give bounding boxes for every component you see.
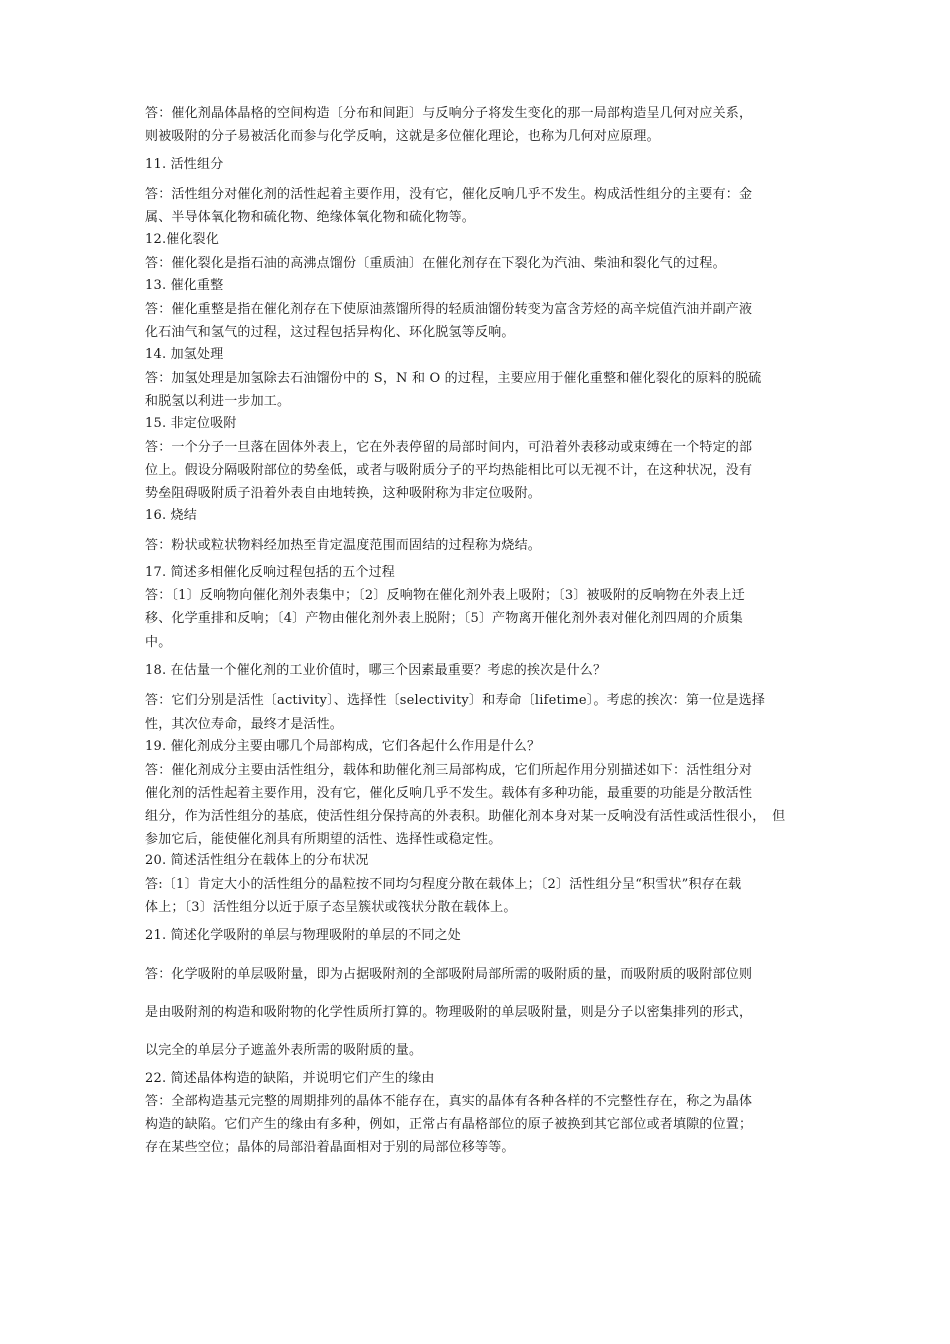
answer-22-line-3: 存在某些空位；晶体的局部沿着晶面相对于别的局部位移等等。 bbox=[145, 1140, 515, 1155]
answer-18-line-2: 性，其次位寿命，最终才是活性。 bbox=[145, 717, 344, 732]
question-18-heading: 18. 在估量一个催化剂的工业价值时，哪三个因素最重要？考虑的挨次是什么？ bbox=[145, 663, 607, 678]
answer-11-line-1: 答：活性组分对催化剂的活性起着主要作用，没有它，催化反响几乎不发生。构成活性组分的主要有：金 bbox=[145, 187, 753, 202]
answer-11-line-2: 属、半导体氧化物和硫化物、绝缘体氧化物和硫化物等。 bbox=[145, 210, 476, 225]
question-14-heading: 14. 加氢处理 bbox=[145, 347, 224, 362]
question-19-heading: 19. 催化剂成分主要由哪几个局部构成，它们各起什么作用是什么？ bbox=[145, 739, 541, 754]
answer-17-line-1: 答：〔1〕反响物向催化剂外表集中；〔2〕反响物在催化剂外表上吸附；〔3〕被吸附的反响物在外表上迁 bbox=[145, 588, 745, 603]
answer-19-line-1: 答：催化剂成分主要由活性组分，载体和助催化剂三局部构成，它们所起作用分别描述如下：活性组分对 bbox=[145, 763, 753, 778]
answer-22-line-2: 构造的缺陷。它们产生的缘由有多种，例如，正常占有晶格部位的原子被换到其它部位或者填隙的位置； bbox=[145, 1117, 753, 1132]
question-15-heading: 15. 非定位吸附 bbox=[145, 416, 237, 431]
answer-15-line-3: 势垒阻碍吸附质子沿着外表自由地转换，这种吸附称为非定位吸附。 bbox=[145, 486, 542, 501]
answer-12-line-1: 答：催化裂化是指石油的高沸点馏份〔重质油〕在催化剂存在下裂化为汽油、柴油和裂化气的过程。 bbox=[145, 256, 726, 271]
question-22-heading: 22. 简述晶体构造的缺陷，并说明它们产生的缘由 bbox=[145, 1071, 435, 1086]
question-11-heading: 11. 活性组分 bbox=[145, 157, 224, 172]
answer-13-line-1: 答：催化重整是指在催化剂存在下使原油蒸馏所得的轻质油馏份转变为富含芳烃的高辛烷值汽油并副产液 bbox=[145, 302, 753, 317]
answer-17-line-2: 移、化学重排和反响；〔4〕产物由催化剂外表上脱附；〔5〕产物离开催化剂外表对催化剂四周的介质集 bbox=[145, 611, 743, 626]
answer-19-line-2: 催化剂的活性起着主要作用，没有它，催化反响几乎不发生。载体有多种功能，最重要的功能是分散活性 bbox=[145, 786, 753, 801]
answer-13-line-2: 化石油气和氢气的过程，这过程包括异构化、环化脱氢等反响。 bbox=[145, 325, 515, 340]
answer-19-line-4: 参加它后，能使催化剂具有所期望的活性、选择性或稳定性。 bbox=[145, 832, 502, 847]
answer-20-line-1: 答:〔1〕肯定大小的活性组分的晶粒按不同均匀程度分散在载体上；〔2〕活性组分呈“积雪状”积存在载 bbox=[145, 877, 742, 892]
answer-10-line-2: 则被吸附的分子易被活化而参与化学反响，这就是多位催化理论，也称为几何对应原理。 bbox=[145, 129, 660, 144]
answer-15-line-1: 答：一个分子一旦落在固体外表上，它在外表停留的局部时间内，可沿着外表移动或束缚在一个特定的部 bbox=[145, 440, 753, 455]
question-12-heading: 12.催化裂化 bbox=[145, 232, 220, 247]
answer-14-line-2: 和脱氢以利进一步加工。 bbox=[145, 394, 291, 409]
question-21-heading: 21. 简述化学吸附的单层与物理吸附的单层的不同之处 bbox=[145, 928, 462, 943]
answer-14-line-1: 答：加氢处理是加氢除去石油馏份中的 S，N 和 O 的过程，主要应用于催化重整和催化裂化的原料的脱硫 bbox=[145, 371, 762, 386]
answer-21-line-2: 是由吸附剂的构造和吸附物的化学性质所打算的。物理吸附的单层吸附量，则是分子以密集排列的形式， bbox=[145, 1005, 753, 1020]
question-16-heading: 16. 烧结 bbox=[145, 508, 198, 523]
answer-20-line-2: 体上；〔3〕活性组分以近于原子态呈簇状或筏状分散在载体上。 bbox=[145, 900, 517, 915]
question-20-heading: 20. 简述活性组分在载体上的分布状况 bbox=[145, 853, 369, 868]
answer-19-line-3: 组分，作为活性组分的基底，使活性组分保持高的外表积。助催化剂本身对某一反响没有活性或活性很小， 但 bbox=[145, 809, 786, 824]
answer-16-line-1: 答：粉状或粒状物料经加热至肯定温度范围而固结的过程称为烧结。 bbox=[145, 538, 542, 553]
answer-15-line-2: 位上。假设分隔吸附部位的势垒低，或者与吸附质分子的平均热能相比可以无视不计，在这种状况，没有 bbox=[145, 463, 753, 478]
answer-22-line-1: 答：全部构造基元完整的周期排列的晶体不能存在，真实的晶体有各种各样的不完整性存在，称之为晶体 bbox=[145, 1094, 753, 1109]
answer-10-line-1: 答：催化剂晶体晶格的空间构造〔分布和间距〕与反响分子将发生变化的那一局部构造呈几何对应关系， bbox=[145, 106, 753, 121]
answer-21-line-1: 答：化学吸附的单层吸附量，即为占据吸附剂的全部吸附局部所需的吸附质的量，而吸附质的吸附部位则 bbox=[145, 967, 753, 982]
answer-17-line-3: 中。 bbox=[145, 635, 172, 650]
question-13-heading: 13. 催化重整 bbox=[145, 278, 224, 293]
answer-21-line-3: 以完全的单层分子遮盖外表所需的吸附质的量。 bbox=[145, 1043, 423, 1058]
question-17-heading: 17. 简述多相催化反响过程包括的五个过程 bbox=[145, 565, 396, 580]
answer-18-line-1: 答：它们分别是活性〔activity〕、选择性〔selectivity〕和寿命〔lifetime〕。考虑的挨次：第一位是选择 bbox=[145, 693, 766, 708]
